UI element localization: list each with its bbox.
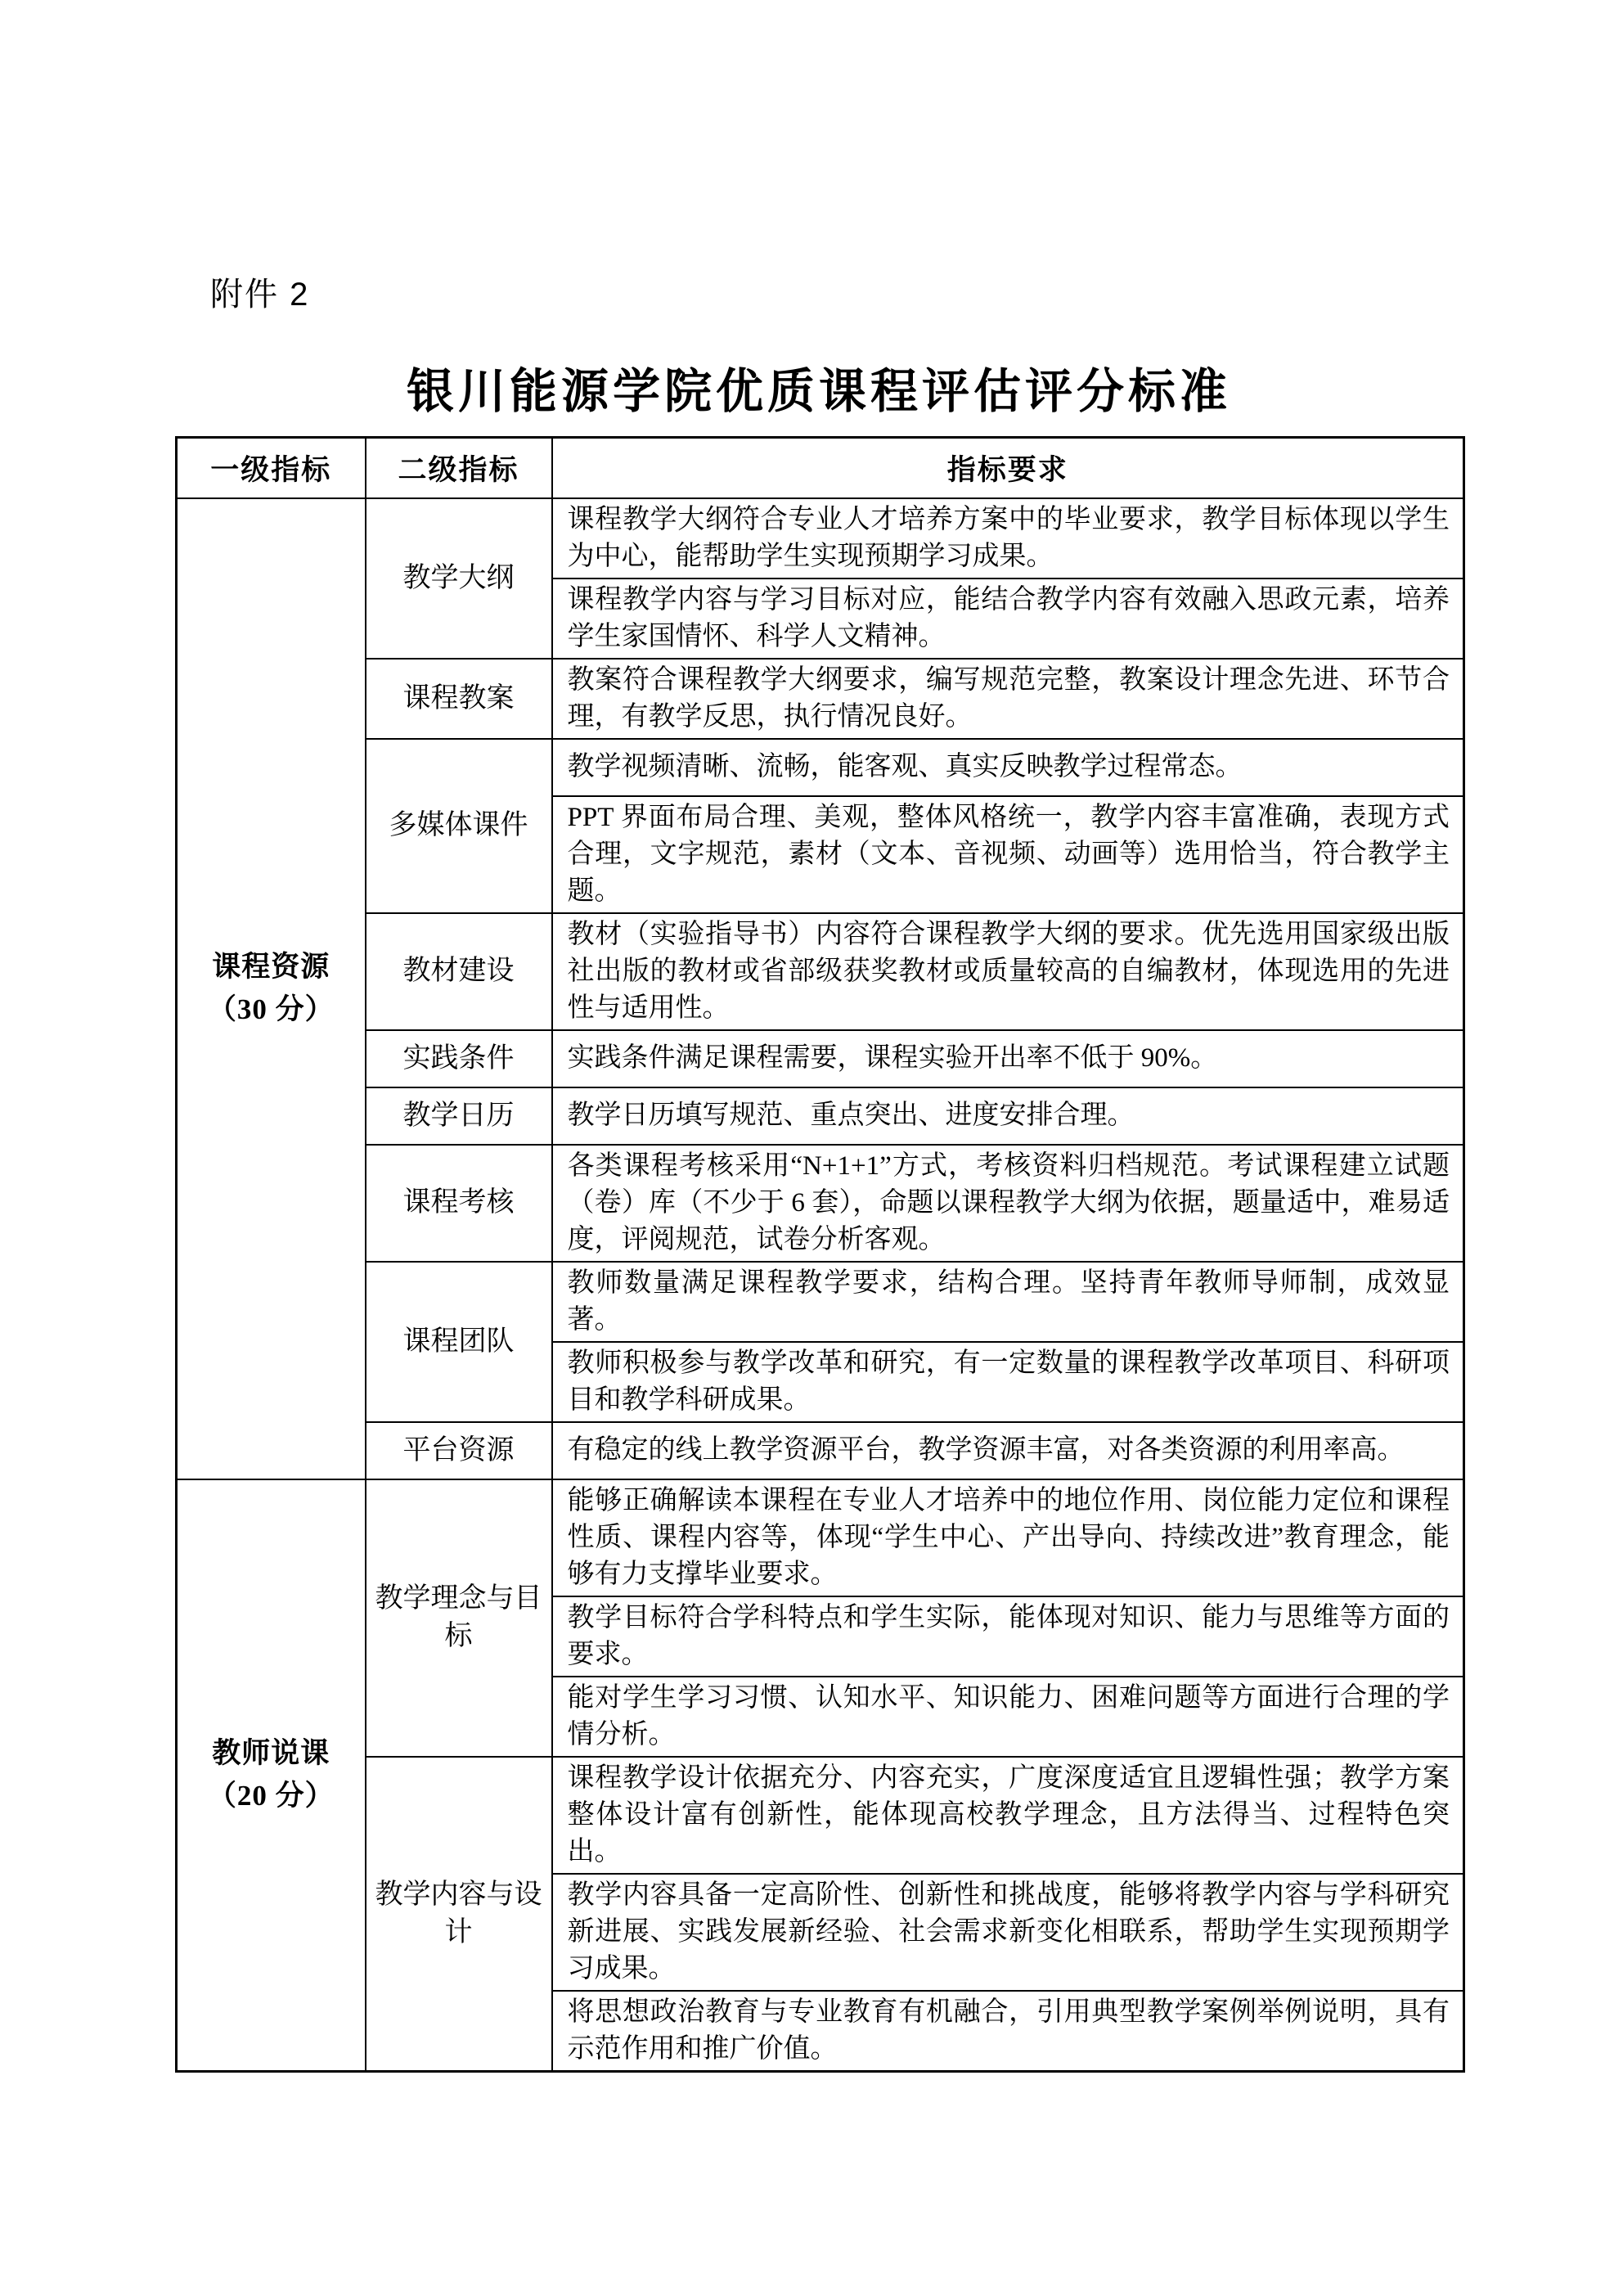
header-indicator-requirements: 指标要求 [552,438,1464,498]
table-row [177,1262,1464,1342]
level1-label: 课程资源 [212,951,330,983]
requirement-cell: 教学视频清晰、流畅，能客观、真实反映教学过程常态。 [552,739,1464,796]
level2-cell-syllabus: 教学大纲 [366,498,552,659]
table-row [177,1087,1464,1145]
criteria-table [175,436,1465,2073]
table-row [177,659,1464,739]
requirement-cell: 能够正确解读本课程在专业人才培养中的地位作用、岗位能力定位和课程性质、课程内容等，体现“学生中心、产出导向、持续改进”教育理念，能够有力支撑毕业要求。 [552,1479,1464,1596]
requirement-cell: 教学内容具备一定高阶性、创新性和挑战度，能够将教学内容与学科研究新进展、实践发展新经验、社会需求新变化相联系，帮助学生实现预期学习成果。 [552,1874,1464,1991]
level1-score: （20 分） [207,1780,335,1812]
requirement-cell: 课程教学内容与学习目标对应，能结合教学内容有效融入思政元素，培养学生家国情怀、科学人文精神。 [552,579,1464,659]
requirement-cell: 课程教学设计依据充分、内容充实，广度深度适宜且逻辑性强；教学方案整体设计富有创新性，能体现高校教学理念，且方法得当、过程特色突出。 [552,1757,1464,1874]
level2-cell-teaching-content-design: 教学内容与设计 [366,1757,552,2072]
requirement-cell: 能对学生学习习惯、认知水平、知识能力、困难问题等方面进行合理的学情分析。 [552,1677,1464,1757]
table-row [177,1422,1464,1479]
requirement-cell: 教材（实验指导书）内容符合课程教学大纲的要求。优先选用国家级出版社出版的教材或省部级获奖教材或质量较高的自编教材，体现选用的先进性与适用性。 [552,913,1464,1030]
level1-score: （30 分） [207,993,335,1025]
header-row [177,438,1464,498]
level2-cell-lesson-plan: 课程教案 [366,659,552,739]
table-row [177,1479,1464,1596]
header-level2-indicator: 二级指标 [366,438,552,498]
level2-cell-teaching-philosophy-goals: 教学理念与目标 [366,1479,552,1757]
requirement-cell: 各类课程考核采用“N+1+1”方式，考核资料归档规范。考试课程建立试题（卷）库（不少于 6 套），命题以课程教学大纲为依据，题量适中，难易适度，评阅规范，试卷分析客观。 [552,1145,1464,1262]
requirement-cell: 教学目标符合学科特点和学生实际，能体现对知识、能力与思维等方面的要求。 [552,1596,1464,1677]
requirement-cell: 课程教学大纲符合专业人才培养方案中的毕业要求，教学目标体现以学生为中心，能帮助学生实现预期学习成果。 [552,498,1464,579]
table-row [177,1757,1464,1874]
table-row [177,913,1464,1030]
table-row [177,739,1464,796]
level1-cell-course-resources [177,498,366,1479]
table-row [177,498,1464,579]
level2-cell-practice-conditions: 实践条件 [366,1030,552,1087]
requirement-cell: PPT 界面布局合理、美观，整体风格统一，教学内容丰富准确，表现方式合理，文字规范，素材（文本、音视频、动画等）选用恰当，符合教学主题。 [552,796,1464,913]
level2-cell-course-team: 课程团队 [366,1262,552,1422]
attachment-label: 附件 2 [210,277,310,313]
level1-cell-teacher-presentation [177,1479,366,2072]
requirement-cell: 教案符合课程教学大纲要求，编写规范完整，教案设计理念先进、环节合理，有教学反思，执行情况良好。 [552,659,1464,739]
requirement-cell: 教师积极参与教学改革和研究，有一定数量的课程教学改革项目、科研项目和教学科研成果。 [552,1342,1464,1422]
table-row [177,1030,1464,1087]
page-title: 银川能源学院优质课程评估评分标准 [406,365,1231,418]
requirement-cell: 教师数量满足课程教学要求，结构合理。坚持青年教师导师制，成效显著。 [552,1262,1464,1342]
level1-label: 教师说课 [212,1737,330,1769]
level2-cell-course-assessment: 课程考核 [366,1145,552,1262]
requirement-cell: 有稳定的线上教学资源平台，教学资源丰富，对各类资源的利用率高。 [552,1422,1464,1479]
level2-cell-platform-resources: 平台资源 [366,1422,552,1479]
level2-cell-multimedia-courseware: 多媒体课件 [366,739,552,913]
header-level1-indicator: 一级指标 [177,438,366,498]
requirement-cell: 教学日历填写规范、重点突出、进度安排合理。 [552,1087,1464,1145]
requirement-cell: 实践条件满足课程需要，课程实验开出率不低于 90%。 [552,1030,1464,1087]
requirement-cell: 将思想政治教育与专业教育有机融合，引用典型教学案例举例说明，具有示范作用和推广价值。 [552,1991,1464,2072]
table-row [177,1145,1464,1262]
level2-cell-teaching-calendar: 教学日历 [366,1087,552,1145]
level2-cell-textbook-construction: 教材建设 [366,913,552,1030]
